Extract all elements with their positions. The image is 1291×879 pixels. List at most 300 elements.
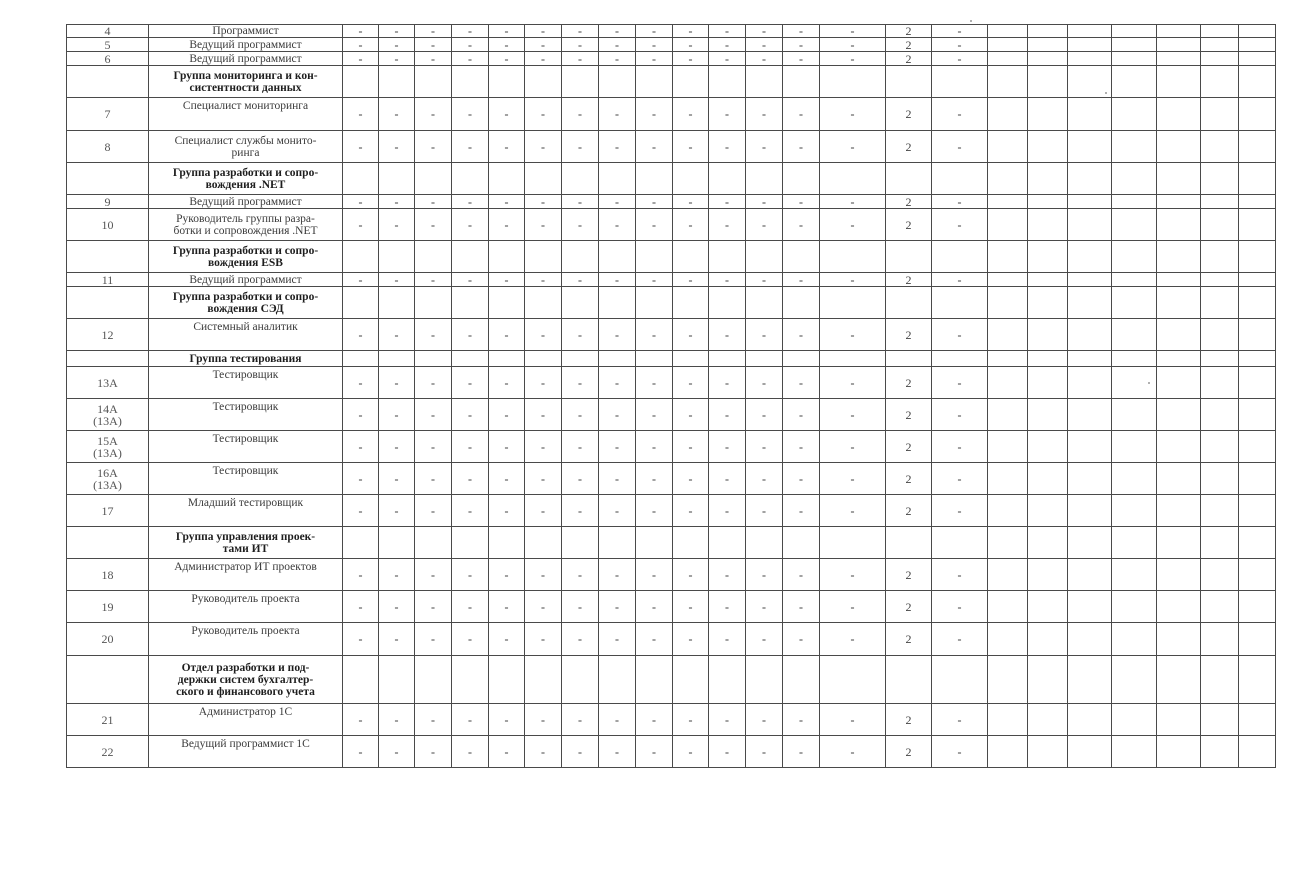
table-row: [67, 495, 1276, 527]
table-row: [67, 399, 1276, 431]
dash-cell: -: [525, 623, 562, 656]
empty-cell: [1157, 66, 1201, 98]
table-row: [67, 431, 1276, 463]
staff-table: [66, 24, 1276, 768]
empty-cell: [746, 656, 783, 704]
dash-cell: -: [636, 195, 673, 209]
row-number: [67, 656, 149, 704]
dash-cell: -: [415, 591, 452, 623]
dash-cell: -: [452, 38, 489, 52]
dash-cell: -: [562, 319, 599, 351]
dash-cell: -: [415, 431, 452, 463]
dash-cell: -: [783, 399, 820, 431]
dash-cell: -: [415, 623, 452, 656]
value-cell: 2: [886, 623, 932, 656]
dash-cell: -: [562, 209, 599, 241]
row-number: [67, 351, 149, 367]
dash-cell: -: [932, 704, 988, 736]
dash-cell: -: [746, 559, 783, 591]
empty-cell: [932, 163, 988, 195]
empty-cell: [746, 163, 783, 195]
empty-cell: [1112, 623, 1157, 656]
dash-cell: -: [599, 273, 636, 287]
dash-cell: -: [932, 559, 988, 591]
group-title: Группа тестирования: [149, 351, 343, 367]
dash-cell: -: [562, 495, 599, 527]
dash-cell: -: [379, 463, 415, 495]
empty-cell: [673, 527, 709, 559]
empty-cell: [1028, 431, 1068, 463]
position-name: Ведущий программист: [149, 195, 343, 209]
dash-cell: -: [636, 704, 673, 736]
empty-cell: [1028, 559, 1068, 591]
dash-cell: -: [525, 463, 562, 495]
empty-cell: [988, 399, 1028, 431]
empty-cell: [1028, 66, 1068, 98]
empty-cell: [1028, 527, 1068, 559]
empty-cell: [1068, 209, 1112, 241]
group-title: Отдел разработки и под- держки систем бухгалтер- ского и финансового учета: [149, 656, 343, 704]
table-row: [67, 559, 1276, 591]
dash-cell: -: [599, 704, 636, 736]
dash-cell: -: [379, 209, 415, 241]
dash-cell: -: [562, 273, 599, 287]
dash-cell: -: [599, 25, 636, 38]
empty-cell: [1068, 527, 1112, 559]
dash-cell: -: [932, 495, 988, 527]
dash-cell: -: [489, 52, 525, 66]
empty-cell: [1201, 38, 1239, 52]
empty-cell: [1112, 559, 1157, 591]
empty-cell: [1201, 163, 1239, 195]
empty-cell: [988, 559, 1028, 591]
empty-cell: [1112, 273, 1157, 287]
empty-cell: [1239, 431, 1276, 463]
dash-cell: -: [343, 273, 379, 287]
empty-cell: [452, 351, 489, 367]
empty-cell: [932, 656, 988, 704]
position-name: Руководитель проекта: [149, 623, 343, 656]
dash-cell: -: [562, 25, 599, 38]
empty-cell: [1157, 656, 1201, 704]
empty-cell: [1157, 736, 1201, 768]
dash-cell: -: [525, 495, 562, 527]
empty-cell: [886, 351, 932, 367]
empty-cell: [1112, 209, 1157, 241]
value-cell: 2: [886, 195, 932, 209]
empty-cell: [1112, 66, 1157, 98]
empty-cell: [525, 287, 562, 319]
empty-cell: [1201, 66, 1239, 98]
empty-cell: [415, 241, 452, 273]
empty-cell: [1157, 559, 1201, 591]
empty-cell: [1068, 656, 1112, 704]
empty-cell: [1239, 591, 1276, 623]
empty-cell: [489, 241, 525, 273]
empty-cell: [1157, 241, 1201, 273]
row-number: [67, 66, 149, 98]
empty-cell: [1201, 131, 1239, 163]
empty-cell: [1157, 704, 1201, 736]
empty-cell: [1068, 399, 1112, 431]
empty-cell: [1028, 25, 1068, 38]
dash-cell: -: [636, 591, 673, 623]
dash-cell: -: [489, 704, 525, 736]
dash-cell: -: [746, 399, 783, 431]
empty-cell: [1239, 241, 1276, 273]
dash-cell: -: [452, 131, 489, 163]
empty-cell: [1028, 623, 1068, 656]
position-name: Специалист службы монито- ринга: [149, 131, 343, 163]
dash-cell: -: [783, 319, 820, 351]
empty-cell: [1201, 52, 1239, 66]
group-title: Группа управления проек- тами ИТ: [149, 527, 343, 559]
dash-cell: -: [932, 623, 988, 656]
empty-cell: [886, 656, 932, 704]
dash-cell: -: [562, 431, 599, 463]
dash-cell: -: [379, 399, 415, 431]
dash-cell: -: [415, 38, 452, 52]
empty-cell: [562, 163, 599, 195]
empty-cell: [562, 287, 599, 319]
position-name: Системный аналитик: [149, 319, 343, 351]
dash-cell: -: [452, 25, 489, 38]
dash-cell: -: [932, 463, 988, 495]
row-number: 12: [67, 319, 149, 351]
empty-cell: [452, 241, 489, 273]
empty-cell: [709, 241, 746, 273]
empty-cell: [1028, 463, 1068, 495]
empty-cell: [988, 431, 1028, 463]
dash-cell: -: [489, 273, 525, 287]
empty-cell: [415, 656, 452, 704]
dash-cell: -: [820, 131, 886, 163]
empty-cell: [1068, 131, 1112, 163]
dash-cell: -: [489, 367, 525, 399]
dash-cell: -: [709, 463, 746, 495]
empty-cell: [1068, 195, 1112, 209]
empty-cell: [932, 527, 988, 559]
dash-cell: -: [379, 623, 415, 656]
empty-cell: [1028, 704, 1068, 736]
dash-cell: -: [820, 273, 886, 287]
empty-cell: [886, 66, 932, 98]
dash-cell: -: [820, 209, 886, 241]
dash-cell: -: [746, 38, 783, 52]
empty-cell: [599, 66, 636, 98]
position-name: Программист: [149, 25, 343, 38]
dash-cell: -: [746, 704, 783, 736]
dash-cell: -: [452, 495, 489, 527]
dash-cell: -: [820, 623, 886, 656]
dash-cell: -: [562, 195, 599, 209]
value-cell: 2: [886, 209, 932, 241]
dash-cell: -: [746, 319, 783, 351]
empty-cell: [1112, 38, 1157, 52]
position-name: Администратор 1С: [149, 704, 343, 736]
empty-cell: [452, 163, 489, 195]
dash-cell: -: [783, 623, 820, 656]
empty-cell: [1068, 241, 1112, 273]
value-cell: 2: [886, 131, 932, 163]
table-row: [67, 209, 1276, 241]
position-name: Ведущий программист: [149, 38, 343, 52]
empty-cell: [1068, 704, 1112, 736]
row-number: [67, 163, 149, 195]
dash-cell: -: [709, 399, 746, 431]
empty-cell: [1201, 209, 1239, 241]
value-cell: 2: [886, 591, 932, 623]
table-row: [67, 591, 1276, 623]
dash-cell: -: [746, 52, 783, 66]
empty-cell: [1201, 623, 1239, 656]
empty-cell: [783, 241, 820, 273]
dash-cell: -: [820, 98, 886, 131]
position-name: Специалист мониторинга: [149, 98, 343, 131]
dash-cell: -: [452, 319, 489, 351]
empty-cell: [1201, 463, 1239, 495]
dash-cell: -: [783, 736, 820, 768]
dash-cell: -: [343, 98, 379, 131]
dash-cell: -: [489, 25, 525, 38]
empty-cell: [1068, 431, 1112, 463]
dash-cell: -: [562, 131, 599, 163]
empty-cell: [1239, 195, 1276, 209]
empty-cell: [783, 351, 820, 367]
empty-cell: [343, 656, 379, 704]
dash-cell: -: [673, 399, 709, 431]
dash-cell: -: [932, 131, 988, 163]
empty-cell: [1201, 241, 1239, 273]
dash-cell: -: [932, 591, 988, 623]
empty-cell: [1157, 38, 1201, 52]
empty-cell: [599, 656, 636, 704]
row-number: 21: [67, 704, 149, 736]
dash-cell: -: [599, 399, 636, 431]
table-row: [67, 319, 1276, 351]
dash-cell: -: [932, 209, 988, 241]
empty-cell: [1201, 351, 1239, 367]
dash-cell: -: [673, 195, 709, 209]
dash-cell: -: [415, 195, 452, 209]
empty-cell: [988, 25, 1028, 38]
empty-cell: [1201, 25, 1239, 38]
dash-cell: -: [562, 559, 599, 591]
dash-cell: -: [343, 319, 379, 351]
row-number: 17: [67, 495, 149, 527]
empty-cell: [1239, 495, 1276, 527]
dash-cell: -: [415, 131, 452, 163]
dash-cell: -: [636, 559, 673, 591]
dash-cell: -: [709, 319, 746, 351]
empty-cell: [1239, 367, 1276, 399]
table-row: [67, 98, 1276, 131]
empty-cell: [746, 287, 783, 319]
empty-cell: [379, 66, 415, 98]
empty-cell: [1112, 431, 1157, 463]
dash-cell: -: [746, 591, 783, 623]
empty-cell: [932, 241, 988, 273]
dash-cell: -: [489, 195, 525, 209]
empty-cell: [1068, 623, 1112, 656]
dash-cell: -: [783, 131, 820, 163]
value-cell: 2: [886, 431, 932, 463]
empty-cell: [452, 287, 489, 319]
dash-cell: -: [636, 736, 673, 768]
dash-cell: -: [746, 736, 783, 768]
empty-cell: [1068, 495, 1112, 527]
position-name: Тестировщик: [149, 431, 343, 463]
dash-cell: -: [379, 367, 415, 399]
dash-cell: -: [746, 495, 783, 527]
empty-cell: [1157, 351, 1201, 367]
dash-cell: -: [343, 52, 379, 66]
dash-cell: -: [709, 131, 746, 163]
dash-cell: -: [673, 704, 709, 736]
dash-cell: -: [709, 209, 746, 241]
empty-cell: [783, 287, 820, 319]
empty-cell: [673, 287, 709, 319]
dash-cell: -: [932, 431, 988, 463]
value-cell: 2: [886, 25, 932, 38]
value-cell: 2: [886, 319, 932, 351]
dash-cell: -: [599, 209, 636, 241]
empty-cell: [1068, 559, 1112, 591]
dash-cell: -: [709, 273, 746, 287]
empty-cell: [673, 163, 709, 195]
empty-cell: [1028, 736, 1068, 768]
dash-cell: -: [415, 98, 452, 131]
dash-cell: -: [820, 463, 886, 495]
empty-cell: [988, 656, 1028, 704]
dash-cell: -: [525, 399, 562, 431]
dash-cell: -: [379, 431, 415, 463]
dash-cell: -: [525, 52, 562, 66]
empty-cell: [379, 287, 415, 319]
dash-cell: -: [525, 559, 562, 591]
empty-cell: [489, 287, 525, 319]
empty-cell: [1112, 656, 1157, 704]
dash-cell: -: [820, 25, 886, 38]
dash-cell: -: [525, 319, 562, 351]
dash-cell: -: [562, 38, 599, 52]
empty-cell: [525, 241, 562, 273]
empty-cell: [1201, 367, 1239, 399]
empty-cell: [1239, 52, 1276, 66]
dash-cell: -: [783, 38, 820, 52]
empty-cell: [709, 287, 746, 319]
empty-cell: [1157, 463, 1201, 495]
empty-cell: [1239, 319, 1276, 351]
empty-cell: [343, 241, 379, 273]
empty-cell: [1028, 241, 1068, 273]
dash-cell: -: [783, 431, 820, 463]
empty-cell: [599, 287, 636, 319]
empty-cell: [1157, 287, 1201, 319]
dash-cell: -: [525, 131, 562, 163]
empty-cell: [1201, 399, 1239, 431]
empty-cell: [820, 656, 886, 704]
dash-cell: -: [452, 704, 489, 736]
dash-cell: -: [415, 736, 452, 768]
empty-cell: [1112, 495, 1157, 527]
dash-cell: -: [525, 38, 562, 52]
empty-cell: [1201, 736, 1239, 768]
empty-cell: [599, 163, 636, 195]
dash-cell: -: [932, 273, 988, 287]
empty-cell: [452, 527, 489, 559]
dash-cell: -: [343, 559, 379, 591]
table-row: [67, 736, 1276, 768]
empty-cell: [988, 38, 1028, 52]
dash-cell: -: [932, 319, 988, 351]
empty-cell: [636, 163, 673, 195]
dash-cell: -: [452, 52, 489, 66]
dash-cell: -: [379, 495, 415, 527]
empty-cell: [1157, 527, 1201, 559]
empty-cell: [820, 527, 886, 559]
empty-cell: [1068, 98, 1112, 131]
dash-cell: -: [343, 463, 379, 495]
empty-cell: [1028, 495, 1068, 527]
dash-cell: -: [343, 209, 379, 241]
empty-cell: [1112, 163, 1157, 195]
empty-cell: [886, 287, 932, 319]
empty-cell: [988, 704, 1028, 736]
dash-cell: -: [452, 431, 489, 463]
empty-cell: [1028, 591, 1068, 623]
dash-cell: -: [820, 431, 886, 463]
row-number: 9: [67, 195, 149, 209]
dash-cell: -: [379, 704, 415, 736]
dash-cell: -: [636, 273, 673, 287]
empty-cell: [988, 367, 1028, 399]
table-row: [67, 367, 1276, 399]
dash-cell: -: [932, 38, 988, 52]
dash-cell: -: [562, 98, 599, 131]
dash-cell: -: [562, 52, 599, 66]
group-title: Группа мониторинга и кон- систентности данных: [149, 66, 343, 98]
dash-cell: -: [783, 591, 820, 623]
dash-cell: -: [709, 98, 746, 131]
dash-cell: -: [783, 367, 820, 399]
empty-cell: [1157, 367, 1201, 399]
empty-cell: [988, 527, 1028, 559]
empty-cell: [525, 351, 562, 367]
empty-cell: [1157, 98, 1201, 131]
dash-cell: -: [452, 623, 489, 656]
row-number: [67, 241, 149, 273]
table-row: [67, 25, 1276, 38]
empty-cell: [1201, 704, 1239, 736]
table-row: [67, 623, 1276, 656]
dash-cell: -: [379, 591, 415, 623]
table-row: [67, 195, 1276, 209]
dash-cell: -: [343, 495, 379, 527]
value-cell: 2: [886, 704, 932, 736]
group-title: Группа разработки и сопро- вождения .NET: [149, 163, 343, 195]
empty-cell: [636, 351, 673, 367]
table-body: [67, 25, 1276, 768]
value-cell: 2: [886, 559, 932, 591]
empty-cell: [1157, 623, 1201, 656]
dash-cell: -: [343, 25, 379, 38]
dash-cell: -: [452, 209, 489, 241]
empty-cell: [1068, 273, 1112, 287]
empty-cell: [1028, 98, 1068, 131]
empty-cell: [746, 351, 783, 367]
dash-cell: -: [932, 399, 988, 431]
